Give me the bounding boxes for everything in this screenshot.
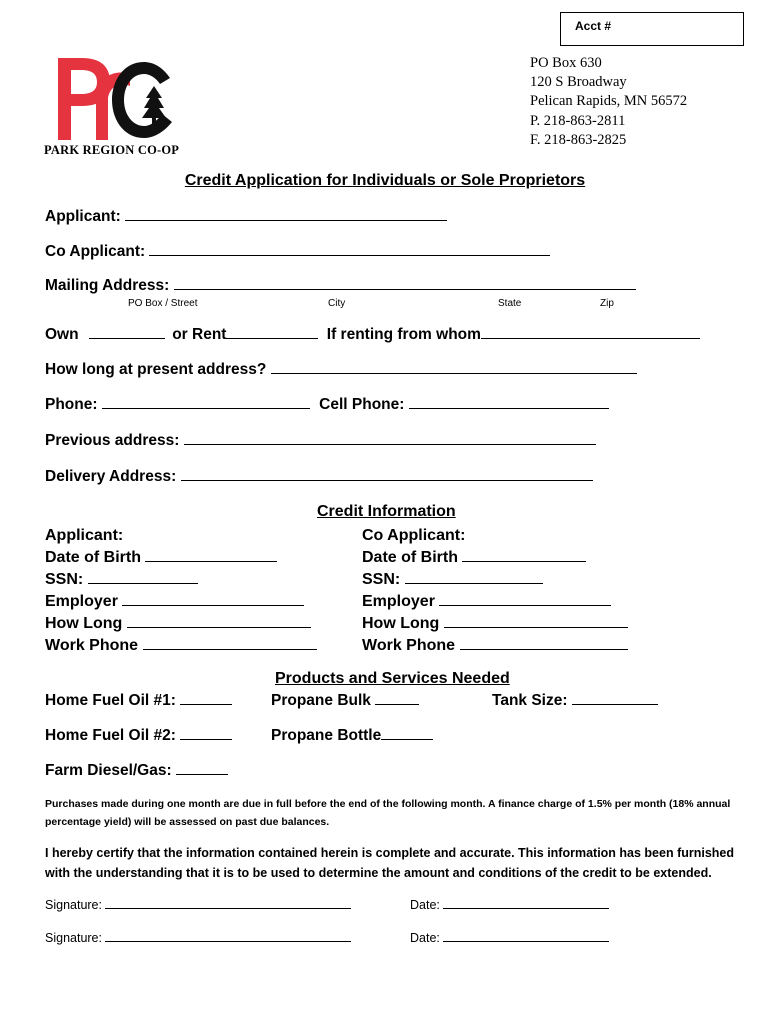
address-city-state: Pelican Rapids, MN 56572 <box>530 93 688 110</box>
home-fuel-1-field[interactable] <box>180 704 232 705</box>
account-number-box[interactable] <box>560 12 744 46</box>
applicant-employer-field[interactable] <box>122 605 304 606</box>
propane-bulk-row <box>271 692 419 710</box>
co-applicant-label: Co Applicant: <box>45 243 146 260</box>
date-field-2[interactable] <box>443 941 609 942</box>
credit-applicant-column <box>45 525 317 657</box>
how-long-present-field[interactable] <box>271 373 637 374</box>
certification-text: I hereby certify that the information contained herein is complete and accurate. This information has been furnished with the understanding that it is to be used to determine the amount and conditions of the credit to be extended. <box>45 846 735 880</box>
mailing-address-field[interactable] <box>174 289 636 290</box>
sub-label-state: State <box>498 298 522 309</box>
applicant-ssn-label: SSN: <box>45 571 84 588</box>
co-applicant-ssn-label: SSN: <box>362 571 401 588</box>
sub-label-city: City <box>328 298 346 309</box>
mailing-address-row <box>45 277 636 295</box>
products-services-title: Products and Services Needed <box>275 670 510 687</box>
propane-bulk-label: Propane Bulk <box>271 692 371 709</box>
sub-label-zip: Zip <box>600 298 614 309</box>
delivery-address-label: Delivery Address: <box>45 468 177 485</box>
mailing-address-label: Mailing Address: <box>45 277 170 294</box>
applicant-dob-label: Date of Birth <box>45 549 141 566</box>
address-po-box: PO Box 630 <box>530 55 602 71</box>
previous-address-field[interactable] <box>184 444 596 445</box>
propane-bottle-label: Propane Bottle <box>271 727 382 744</box>
address-street: 120 S Broadway <box>530 74 627 91</box>
date-field-1[interactable] <box>443 908 609 909</box>
sub-label-po-box: PO Box / Street <box>128 298 198 309</box>
prc-logo-mark <box>44 56 184 144</box>
co-applicant-ssn-field[interactable] <box>405 583 543 584</box>
applicant-label: Applicant: <box>45 208 121 225</box>
date-label: Date: <box>410 931 440 945</box>
own-label: Own <box>45 326 79 343</box>
home-fuel-2-label: Home Fuel Oil #2: <box>45 727 176 744</box>
credit-information-title: Credit Information <box>317 503 456 520</box>
farm-diesel-field[interactable] <box>176 774 228 775</box>
credit-co-applicant-column <box>362 525 628 657</box>
signature-label: Signature: <box>45 931 102 945</box>
previous-address-label: Previous address: <box>45 432 180 449</box>
how-long-present-label: How long at present address? <box>45 361 267 378</box>
signature-row-2 <box>45 931 351 945</box>
credit-applicant-heading: Applicant: <box>45 527 124 544</box>
payment-terms-text: Purchases made during one month are due in full before the end of the following month. A finance charge of 1.5% per month (18% annual percentage yield) will be assessed on past due balances. <box>45 798 731 828</box>
credit-co-applicant-heading: Co Applicant: <box>362 527 466 544</box>
date-label: Date: <box>410 898 440 912</box>
renting-from-field[interactable] <box>481 338 700 339</box>
propane-bottle-row <box>271 727 433 745</box>
co-applicant-row <box>45 243 550 261</box>
home-fuel-2-row <box>45 727 232 745</box>
company-address <box>530 54 687 150</box>
own-rent-row <box>45 326 700 344</box>
own-field[interactable] <box>89 338 165 339</box>
farm-diesel-label: Farm Diesel/Gas: <box>45 762 172 779</box>
co-applicant-employer-label: Employer <box>362 593 435 610</box>
farm-diesel-row <box>45 762 228 780</box>
home-fuel-2-field[interactable] <box>180 739 232 740</box>
applicant-row <box>45 208 447 226</box>
applicant-dob-field[interactable] <box>145 561 277 562</box>
signature-field-1[interactable] <box>105 908 351 909</box>
co-applicant-how-long-field[interactable] <box>444 627 628 628</box>
applicant-field[interactable] <box>125 220 447 221</box>
propane-bulk-field[interactable] <box>375 704 419 705</box>
signature-label: Signature: <box>45 898 102 912</box>
renting-from-label: If renting from whom <box>326 326 481 343</box>
form-title: Credit Application for Individuals or Sole Proprietors <box>184 172 586 189</box>
co-applicant-employer-field[interactable] <box>439 605 611 606</box>
co-applicant-field[interactable] <box>149 255 550 256</box>
co-applicant-dob-label: Date of Birth <box>362 549 458 566</box>
rent-field[interactable] <box>226 338 318 339</box>
applicant-work-phone-label: Work Phone <box>45 637 139 654</box>
applicant-work-phone-field[interactable] <box>143 649 317 650</box>
signature-row-1 <box>45 898 351 912</box>
signature-field-2[interactable] <box>105 941 351 942</box>
co-applicant-work-phone-label: Work Phone <box>362 637 456 654</box>
previous-address-row <box>45 432 596 450</box>
co-applicant-how-long-label: How Long <box>362 615 440 632</box>
park-region-logo <box>44 56 184 149</box>
applicant-how-long-field[interactable] <box>127 627 311 628</box>
date-row-2 <box>410 931 609 945</box>
tank-size-row <box>492 692 658 710</box>
account-number-label: Acct # <box>575 19 612 33</box>
tank-size-label: Tank Size: <box>492 692 568 709</box>
applicant-how-long-label: How Long <box>45 615 123 632</box>
home-fuel-1-row <box>45 692 232 710</box>
tank-size-field[interactable] <box>572 704 658 705</box>
applicant-employer-label: Employer <box>45 593 118 610</box>
phone-row <box>45 396 609 414</box>
co-applicant-work-phone-field[interactable] <box>460 649 628 650</box>
delivery-address-field[interactable] <box>181 480 593 481</box>
cell-phone-field[interactable] <box>409 408 609 409</box>
cell-phone-label: Cell Phone: <box>319 396 405 413</box>
date-row-1 <box>410 898 609 912</box>
address-phone: P. 218-863-2811 <box>530 112 626 129</box>
phone-label: Phone: <box>45 396 98 413</box>
or-rent-label: or Rent <box>172 326 227 343</box>
delivery-address-row <box>45 468 593 486</box>
home-fuel-1-label: Home Fuel Oil #1: <box>45 692 176 709</box>
logo-caption: PARK REGION CO-OP <box>44 143 180 157</box>
address-fax: F. 218-863-2825 <box>530 131 627 148</box>
how-long-present-row <box>45 361 637 379</box>
applicant-ssn-field[interactable] <box>88 583 198 584</box>
propane-bottle-field[interactable] <box>381 739 433 740</box>
co-applicant-dob-field[interactable] <box>462 561 586 562</box>
phone-field[interactable] <box>102 408 310 409</box>
